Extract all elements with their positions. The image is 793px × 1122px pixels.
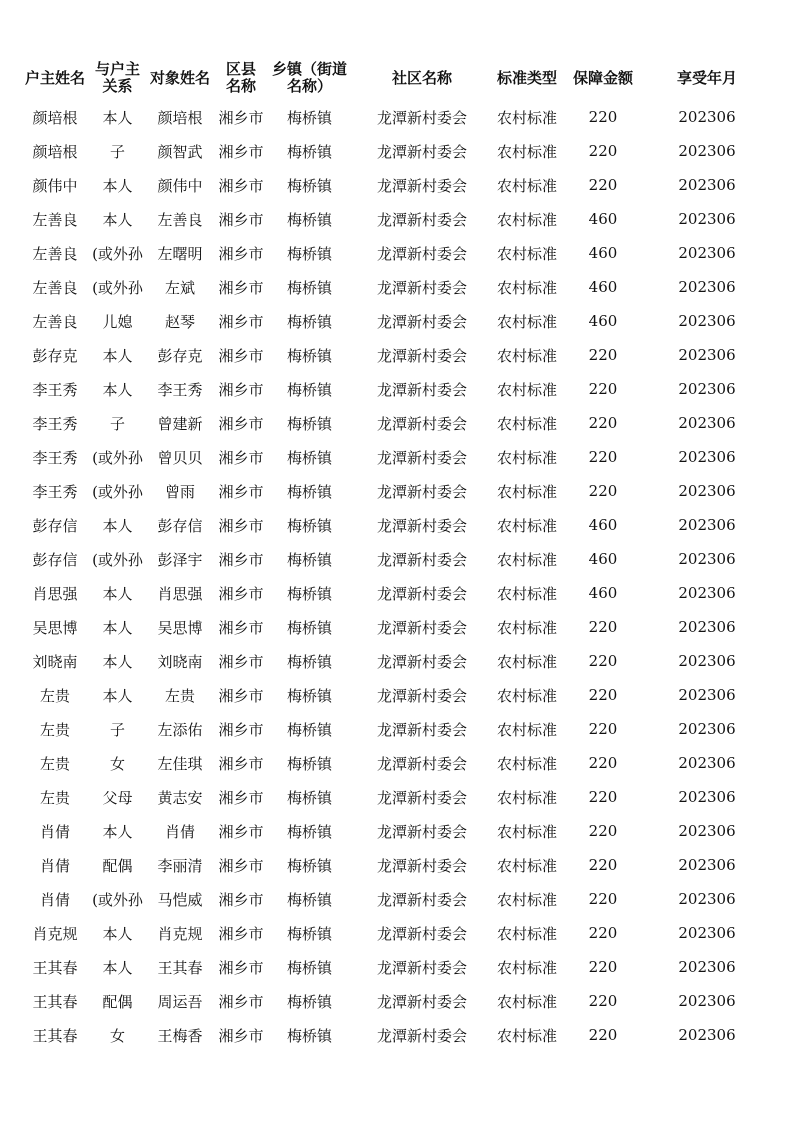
standard-type-cell: 农村标准 <box>496 652 557 671</box>
relation-cell: 女 <box>109 754 125 773</box>
township-cell: 梅桥镇 <box>286 618 332 637</box>
amount-cell: 220 <box>588 448 618 466</box>
beneficiary-name-cell: 肖倩 <box>164 822 195 841</box>
township-cell: 梅桥镇 <box>286 278 332 297</box>
householder-name-cell: 李王秀 <box>32 482 78 501</box>
table-row <box>20 100 770 134</box>
community-cell: 龙潭新村委会 <box>376 890 467 909</box>
county-cell: 湘乡市 <box>218 210 264 229</box>
table-body <box>20 100 770 1052</box>
county-cell: 湘乡市 <box>218 856 264 875</box>
community-cell: 龙潭新村委会 <box>376 992 467 1011</box>
relation-cell: 女 <box>109 1026 125 1045</box>
beneficiary-name-cell: 颜智武 <box>157 142 203 161</box>
period-cell: 202306 <box>678 550 736 568</box>
amount-cell: 220 <box>588 754 618 772</box>
community-cell: 龙潭新村委会 <box>376 788 467 807</box>
township-header: 乡镇（街道 名称） <box>271 60 347 95</box>
standard-type-cell: 农村标准 <box>496 924 557 943</box>
beneficiary-name-cell: 彭存信 <box>157 516 203 535</box>
beneficiary-name-cell: 左斌 <box>164 278 195 297</box>
amount-cell: 220 <box>588 856 618 874</box>
relation-cell: (或外孙 <box>92 550 143 569</box>
householder-name-cell: 颜培根 <box>32 108 78 127</box>
township-cell: 梅桥镇 <box>286 822 332 841</box>
table-row <box>20 644 770 678</box>
community-cell: 龙潭新村委会 <box>376 550 467 569</box>
beneficiary-name-cell: 左佳琪 <box>157 754 203 773</box>
township-cell: 梅桥镇 <box>286 550 332 569</box>
county-cell: 湘乡市 <box>218 278 264 297</box>
relation-cell: 本人 <box>102 958 133 977</box>
amount-cell: 460 <box>588 244 618 262</box>
householder-name-cell: 左善良 <box>32 278 78 297</box>
standard-type-cell: 农村标准 <box>496 142 557 161</box>
county-cell: 湘乡市 <box>218 448 264 467</box>
standard-type-cell: 农村标准 <box>496 686 557 705</box>
relation-header: 与户主 关系 <box>94 60 140 95</box>
beneficiary-name-cell: 李丽清 <box>157 856 203 875</box>
amount-cell: 460 <box>588 516 618 534</box>
community-cell: 龙潭新村委会 <box>376 516 467 535</box>
amount-header: 保障金额 <box>572 68 633 87</box>
standard-type-cell: 农村标准 <box>496 210 557 229</box>
beneficiary-name-cell: 左曙明 <box>157 244 203 263</box>
township-cell: 梅桥镇 <box>286 992 332 1011</box>
beneficiary-name-cell: 赵琴 <box>164 312 195 331</box>
county-cell: 湘乡市 <box>218 652 264 671</box>
relation-cell: 本人 <box>102 516 133 535</box>
beneficiary-name-cell: 曾建新 <box>157 414 203 433</box>
relation-cell: (或外孙 <box>92 482 143 501</box>
period-cell: 202306 <box>678 244 736 262</box>
relation-cell: 子 <box>109 414 125 433</box>
amount-cell: 220 <box>588 822 618 840</box>
county-cell: 湘乡市 <box>218 618 264 637</box>
table-row <box>20 712 770 746</box>
amount-cell: 220 <box>588 958 618 976</box>
beneficiary-name-header: 对象姓名 <box>149 68 210 87</box>
standard-type-cell: 农村标准 <box>496 414 557 433</box>
standard-type-cell: 农村标准 <box>496 312 557 331</box>
householder-name-cell: 左贵 <box>39 720 70 739</box>
relation-cell: 父母 <box>102 788 133 807</box>
beneficiary-name-cell: 曾雨 <box>164 482 195 501</box>
amount-cell: 220 <box>588 380 618 398</box>
community-cell: 龙潭新村委会 <box>376 686 467 705</box>
township-cell: 梅桥镇 <box>286 788 332 807</box>
relation-cell: 本人 <box>102 924 133 943</box>
table-header <box>20 56 770 100</box>
county-cell: 湘乡市 <box>218 822 264 841</box>
beneficiary-name-cell: 左善良 <box>157 210 203 229</box>
beneficiary-name-cell: 左贵 <box>164 686 195 705</box>
table-row <box>20 338 770 372</box>
period-cell: 202306 <box>678 346 736 364</box>
community-cell: 龙潭新村委会 <box>376 108 467 127</box>
period-cell: 202306 <box>678 176 736 194</box>
householder-name-cell: 李王秀 <box>32 448 78 467</box>
county-cell: 湘乡市 <box>218 788 264 807</box>
period-cell: 202306 <box>678 414 736 432</box>
period-cell: 202306 <box>678 448 736 466</box>
township-cell: 梅桥镇 <box>286 176 332 195</box>
relation-cell: 本人 <box>102 584 133 603</box>
householder-name-cell: 左善良 <box>32 312 78 331</box>
amount-cell: 460 <box>588 550 618 568</box>
standard-type-cell: 农村标准 <box>496 958 557 977</box>
community-cell: 龙潭新村委会 <box>376 1026 467 1045</box>
community-cell: 龙潭新村委会 <box>376 448 467 467</box>
community-cell: 龙潭新村委会 <box>376 346 467 365</box>
county-cell: 湘乡市 <box>218 142 264 161</box>
beneficiary-name-cell: 马恺威 <box>157 890 203 909</box>
period-cell: 202306 <box>678 516 736 534</box>
township-cell: 梅桥镇 <box>286 108 332 127</box>
township-cell: 梅桥镇 <box>286 312 332 331</box>
householder-name-cell: 颜伟中 <box>32 176 78 195</box>
county-cell: 湘乡市 <box>218 108 264 127</box>
standard-type-cell: 农村标准 <box>496 856 557 875</box>
relation-cell: (或外孙 <box>92 278 143 297</box>
table-row <box>20 610 770 644</box>
beneficiary-table <box>20 56 770 1052</box>
table-row <box>20 270 770 304</box>
table-row <box>20 984 770 1018</box>
county-cell: 湘乡市 <box>218 244 264 263</box>
relation-cell: 本人 <box>102 108 133 127</box>
householder-name-cell: 左善良 <box>32 244 78 263</box>
period-cell: 202306 <box>678 380 736 398</box>
householder-name-cell: 刘晓南 <box>32 652 78 671</box>
table-row <box>20 814 770 848</box>
amount-cell: 220 <box>588 108 618 126</box>
county-cell: 湘乡市 <box>218 958 264 977</box>
county-cell: 湘乡市 <box>218 414 264 433</box>
beneficiary-name-cell: 颜伟中 <box>157 176 203 195</box>
county-cell: 湘乡市 <box>218 482 264 501</box>
period-cell: 202306 <box>678 584 736 602</box>
community-cell: 龙潭新村委会 <box>376 142 467 161</box>
householder-name-cell: 左善良 <box>32 210 78 229</box>
period-cell: 202306 <box>678 720 736 738</box>
period-cell: 202306 <box>678 890 736 908</box>
community-cell: 龙潭新村委会 <box>376 652 467 671</box>
relation-cell: 本人 <box>102 380 133 399</box>
beneficiary-name-cell: 彭存克 <box>157 346 203 365</box>
standard-type-cell: 农村标准 <box>496 278 557 297</box>
community-cell: 龙潭新村委会 <box>376 618 467 637</box>
householder-name-cell: 左贵 <box>39 754 70 773</box>
township-cell: 梅桥镇 <box>286 482 332 501</box>
standard-type-cell: 农村标准 <box>496 720 557 739</box>
township-cell: 梅桥镇 <box>286 856 332 875</box>
table-row <box>20 746 770 780</box>
householder-name-cell: 左贵 <box>39 686 70 705</box>
community-cell: 龙潭新村委会 <box>376 754 467 773</box>
standard-type-cell: 农村标准 <box>496 822 557 841</box>
period-cell: 202306 <box>678 822 736 840</box>
community-cell: 龙潭新村委会 <box>376 958 467 977</box>
standard-type-cell: 农村标准 <box>496 754 557 773</box>
relation-cell: 儿媳 <box>102 312 133 331</box>
table-row <box>20 474 770 508</box>
county-cell: 湘乡市 <box>218 992 264 1011</box>
relation-cell: (或外孙 <box>92 448 143 467</box>
period-cell: 202306 <box>678 958 736 976</box>
county-cell: 湘乡市 <box>218 380 264 399</box>
relation-cell: 子 <box>109 142 125 161</box>
amount-cell: 220 <box>588 686 618 704</box>
relation-cell: 本人 <box>102 618 133 637</box>
beneficiary-name-cell: 肖克规 <box>157 924 203 943</box>
standard-type-cell: 农村标准 <box>496 380 557 399</box>
relation-cell: (或外孙 <box>92 244 143 263</box>
county-cell: 湘乡市 <box>218 924 264 943</box>
amount-cell: 220 <box>588 482 618 500</box>
table-row <box>20 508 770 542</box>
amount-cell: 220 <box>588 618 618 636</box>
period-cell: 202306 <box>678 210 736 228</box>
householder-name-cell: 王其春 <box>32 992 78 1011</box>
householder-name-cell: 肖思强 <box>32 584 78 603</box>
amount-cell: 220 <box>588 924 618 942</box>
beneficiary-name-cell: 吴思博 <box>157 618 203 637</box>
householder-name-cell: 左贵 <box>39 788 70 807</box>
beneficiary-name-cell: 曾贝贝 <box>157 448 203 467</box>
township-cell: 梅桥镇 <box>286 958 332 977</box>
beneficiary-name-cell: 肖思强 <box>157 584 203 603</box>
township-cell: 梅桥镇 <box>286 652 332 671</box>
amount-cell: 220 <box>588 788 618 806</box>
township-cell: 梅桥镇 <box>286 448 332 467</box>
township-cell: 梅桥镇 <box>286 754 332 773</box>
beneficiary-name-cell: 王其春 <box>157 958 203 977</box>
beneficiary-name-cell: 左添佑 <box>157 720 203 739</box>
period-cell: 202306 <box>678 1026 736 1044</box>
community-cell: 龙潭新村委会 <box>376 856 467 875</box>
standard-type-header: 标准类型 <box>496 68 557 87</box>
township-cell: 梅桥镇 <box>286 210 332 229</box>
amount-cell: 220 <box>588 414 618 432</box>
beneficiary-name-cell: 彭泽宇 <box>157 550 203 569</box>
period-cell: 202306 <box>678 278 736 296</box>
township-cell: 梅桥镇 <box>286 346 332 365</box>
standard-type-cell: 农村标准 <box>496 550 557 569</box>
amount-cell: 220 <box>588 890 618 908</box>
relation-cell: (或外孙 <box>92 890 143 909</box>
county-cell: 湘乡市 <box>218 550 264 569</box>
community-cell: 龙潭新村委会 <box>376 482 467 501</box>
relation-cell: 本人 <box>102 686 133 705</box>
householder-name-cell: 王其春 <box>32 1026 78 1045</box>
table-row <box>20 576 770 610</box>
period-cell: 202306 <box>678 312 736 330</box>
period-cell: 202306 <box>678 754 736 772</box>
amount-cell: 220 <box>588 176 618 194</box>
standard-type-cell: 农村标准 <box>496 244 557 263</box>
period-cell: 202306 <box>678 686 736 704</box>
table-row <box>20 678 770 712</box>
county-cell: 湘乡市 <box>218 312 264 331</box>
period-cell: 202306 <box>678 788 736 806</box>
householder-name-cell: 肖倩 <box>39 822 70 841</box>
township-cell: 梅桥镇 <box>286 414 332 433</box>
standard-type-cell: 农村标准 <box>496 482 557 501</box>
township-cell: 梅桥镇 <box>286 686 332 705</box>
county-cell: 湘乡市 <box>218 720 264 739</box>
township-cell: 梅桥镇 <box>286 924 332 943</box>
table-row <box>20 848 770 882</box>
amount-cell: 220 <box>588 720 618 738</box>
county-cell: 湘乡市 <box>218 346 264 365</box>
householder-name-cell: 颜培根 <box>32 142 78 161</box>
beneficiary-name-cell: 王梅香 <box>157 1026 203 1045</box>
relation-cell: 本人 <box>102 346 133 365</box>
township-cell: 梅桥镇 <box>286 380 332 399</box>
relation-cell: 配偶 <box>102 992 133 1011</box>
amount-cell: 220 <box>588 1026 618 1044</box>
community-cell: 龙潭新村委会 <box>376 924 467 943</box>
community-cell: 龙潭新村委会 <box>376 822 467 841</box>
table-row <box>20 406 770 440</box>
county-cell: 湘乡市 <box>218 686 264 705</box>
period-cell: 202306 <box>678 142 736 160</box>
table-row <box>20 134 770 168</box>
period-cell: 202306 <box>678 924 736 942</box>
community-cell: 龙潭新村委会 <box>376 414 467 433</box>
community-cell: 龙潭新村委会 <box>376 380 467 399</box>
table-row <box>20 304 770 338</box>
relation-cell: 本人 <box>102 210 133 229</box>
relation-cell: 子 <box>109 720 125 739</box>
amount-cell: 220 <box>588 142 618 160</box>
township-cell: 梅桥镇 <box>286 584 332 603</box>
table-row <box>20 168 770 202</box>
period-cell: 202306 <box>678 618 736 636</box>
amount-cell: 220 <box>588 992 618 1010</box>
householder-name-cell: 彭存信 <box>32 516 78 535</box>
community-cell: 龙潭新村委会 <box>376 244 467 263</box>
householder-name-cell: 李王秀 <box>32 414 78 433</box>
township-cell: 梅桥镇 <box>286 142 332 161</box>
county-cell: 湘乡市 <box>218 516 264 535</box>
standard-type-cell: 农村标准 <box>496 346 557 365</box>
period-cell: 202306 <box>678 652 736 670</box>
amount-cell: 460 <box>588 584 618 602</box>
table-row <box>20 372 770 406</box>
table-row <box>20 236 770 270</box>
beneficiary-name-cell: 黄志安 <box>157 788 203 807</box>
period-cell: 202306 <box>678 992 736 1010</box>
householder-name-cell: 肖倩 <box>39 890 70 909</box>
amount-cell: 460 <box>588 312 618 330</box>
householder-name-cell: 肖克规 <box>32 924 78 943</box>
standard-type-cell: 农村标准 <box>496 992 557 1011</box>
beneficiary-name-cell: 周运吾 <box>157 992 203 1011</box>
period-cell: 202306 <box>678 482 736 500</box>
standard-type-cell: 农村标准 <box>496 618 557 637</box>
householder-name-header: 户主姓名 <box>24 68 85 87</box>
householder-name-cell: 肖倩 <box>39 856 70 875</box>
table-row <box>20 1018 770 1052</box>
householder-name-cell: 彭存克 <box>32 346 78 365</box>
township-cell: 梅桥镇 <box>286 244 332 263</box>
householder-name-cell: 彭存信 <box>32 550 78 569</box>
table-row <box>20 440 770 474</box>
county-cell: 湘乡市 <box>218 176 264 195</box>
relation-cell: 配偶 <box>102 856 133 875</box>
community-cell: 龙潭新村委会 <box>376 210 467 229</box>
standard-type-cell: 农村标准 <box>496 108 557 127</box>
period-cell: 202306 <box>678 856 736 874</box>
period-cell: 202306 <box>678 108 736 126</box>
standard-type-cell: 农村标准 <box>496 788 557 807</box>
community-cell: 龙潭新村委会 <box>376 584 467 603</box>
township-cell: 梅桥镇 <box>286 516 332 535</box>
community-cell: 龙潭新村委会 <box>376 278 467 297</box>
table-row <box>20 202 770 236</box>
county-cell: 湘乡市 <box>218 584 264 603</box>
beneficiary-name-cell: 刘晓南 <box>157 652 203 671</box>
standard-type-cell: 农村标准 <box>496 448 557 467</box>
amount-cell: 220 <box>588 652 618 670</box>
county-cell: 湘乡市 <box>218 890 264 909</box>
amount-cell: 220 <box>588 346 618 364</box>
community-cell: 龙潭新村委会 <box>376 720 467 739</box>
header-row <box>20 56 770 100</box>
county-header: 区县 名称 <box>225 60 256 95</box>
table-row <box>20 542 770 576</box>
table-row <box>20 950 770 984</box>
period-header: 享受年月 <box>676 68 737 87</box>
standard-type-cell: 农村标准 <box>496 1026 557 1045</box>
county-cell: 湘乡市 <box>218 754 264 773</box>
standard-type-cell: 农村标准 <box>496 890 557 909</box>
relation-cell: 本人 <box>102 176 133 195</box>
standard-type-cell: 农村标准 <box>496 176 557 195</box>
householder-name-cell: 王其春 <box>32 958 78 977</box>
township-cell: 梅桥镇 <box>286 890 332 909</box>
county-cell: 湘乡市 <box>218 1026 264 1045</box>
householder-name-cell: 吴思博 <box>32 618 78 637</box>
amount-cell: 460 <box>588 278 618 296</box>
table-row <box>20 780 770 814</box>
table-row <box>20 916 770 950</box>
beneficiary-name-cell: 颜培根 <box>157 108 203 127</box>
township-cell: 梅桥镇 <box>286 1026 332 1045</box>
amount-cell: 460 <box>588 210 618 228</box>
community-header: 社区名称 <box>391 68 452 87</box>
relation-cell: 本人 <box>102 652 133 671</box>
standard-type-cell: 农村标准 <box>496 584 557 603</box>
community-cell: 龙潭新村委会 <box>376 312 467 331</box>
community-cell: 龙潭新村委会 <box>376 176 467 195</box>
householder-name-cell: 李王秀 <box>32 380 78 399</box>
beneficiary-name-cell: 李王秀 <box>157 380 203 399</box>
table-row <box>20 882 770 916</box>
relation-cell: 本人 <box>102 822 133 841</box>
township-cell: 梅桥镇 <box>286 720 332 739</box>
standard-type-cell: 农村标准 <box>496 516 557 535</box>
